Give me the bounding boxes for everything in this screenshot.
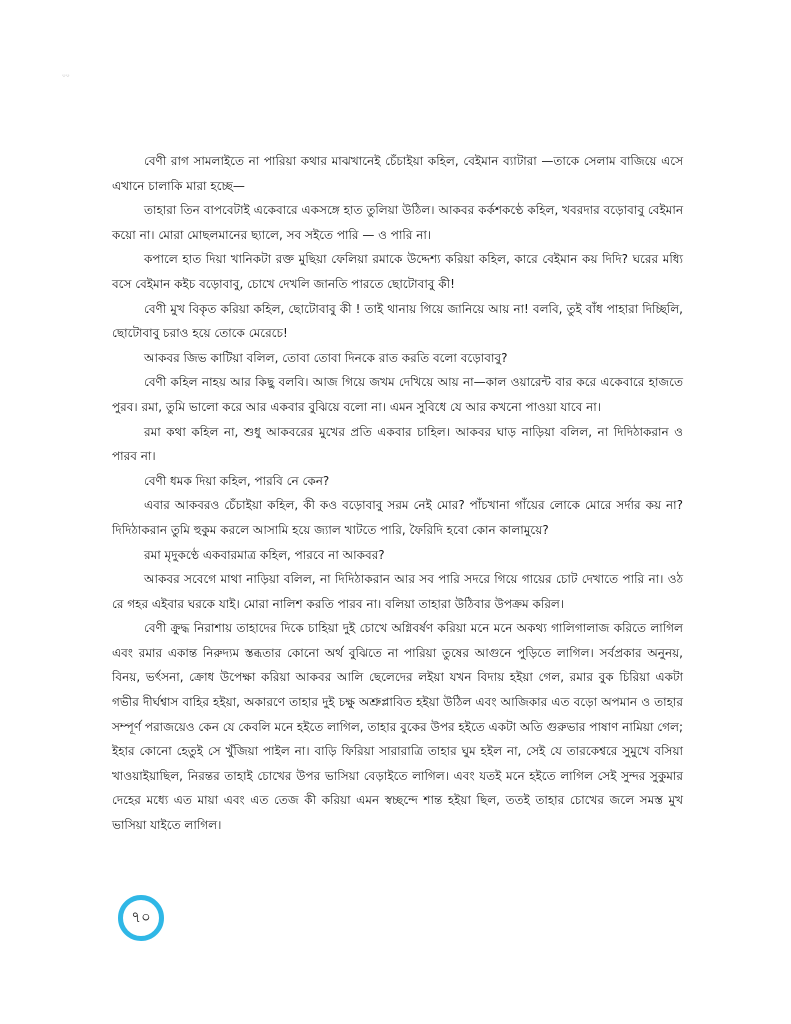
corner-mark: ০০ <box>62 72 70 79</box>
page-number-label: ৭০ <box>131 907 151 926</box>
paragraph: এবার আকবরও চেঁচাইয়া কহিল, কী কও বড়োবাবু সরম নেই মোর? পাঁচখানা গাঁয়ের লোকে মোরে সর্দার কয় না? দিদিঠাকরান তুমি হুকুম করলে আসামি হয়ে জ্যাল খাটতে পারি, ফৈরিদি হবো কোন কালামুয়ে? <box>112 498 683 537</box>
paragraph: বেণী ধমক দিয়া কহিল, পারবি নে কেন? <box>144 473 330 488</box>
paragraph: বেণী রাগ সামলাইতে না পারিয়া কথার মাঝখানেই চেঁচাইয়া কহিল, বেইমান ব্যাটারা —তাকে সেলাম বাজিয়ে এসে এখানে চালাকি মারা হচ্ছে— <box>112 154 683 193</box>
paragraph: আকবর জিভ কাটিয়া বলিল, তোবা তোবা দিনকে রাত করতি বলো বড়োবাবু? <box>144 350 508 365</box>
paragraph: বেণী মুখ বিকৃত করিয়া কহিল, ছোটোবাবু কী ! তাই থানায় গিয়ে জানিয়ে আয় না! বলবি, তুই বাঁধ পাহারা দিচ্ছিলি, ছোটোবাবু চরাও হয়ে তোকে মেরেচে! <box>112 301 683 341</box>
paragraph: বেণী ক্রুদ্ধ নিরাশায় তাহাদের দিকে চাহিয়া দুই চোখে অগ্নিবর্ষণ করিয়া মনে মনে অকথ্য গালিগালাজ করিতে লাগিল এবং রমার একান্ত নিরুদ্যম স্তব্ধতার কোনো অর্থ বুঝিতে না পারিয়া তুষের আগুনে পুড়িতে লাগিল। সর্বপ্রকার অনুনয়, বিনয়, ভর্ৎসনা, ক্রোধ উপেক্ষা করিয়া আকবর আলি ছেলেদের লইয়া যখন বিদায় হইয়া গেল, রমার বুক চিরিয়া একটা গভীর দীর্ঘশ্বাস বাহির হইয়া, অকারণে তাহার দুই চক্ষু অশ্রুপ্লাবিত হইয়া উঠিল এবং আজিকার এত বড়ো অপমান ও তাহার সম্পূর্ণ পরাজয়েও কেন যে কেবলি মনে হইতে লাগিল, তাহার বুকের উপর হইতে একটা অতি গুরুভার পাষাণ নামিয়া গেল; ইহার কোনো হেতুই সে খুঁজিয়া পাইল না। বাড়ি ফিরিয়া সারারাত্রি তাহার ঘুম হইল না, সেই যে তারকেশ্বরে সুমুখে বসিয়া খাওয়াইয়াছিল, নিরন্তর তাহাই চোখের উপর ভাসিয়া বেড়াইতে লাগিল। এবং যতই মনে হইতে লাগিল সেই সুন্দর সুকুমার দেহের মধ্যে এত মায়া এবং এত তেজ কী করিয়া এমন স্বচ্ছন্দে শান্ত হইয়া ছিল, ততই তাহার চোখের জলে সমস্ত মুখ ভাসিয়া যাইতে লাগিল। <box>112 621 683 833</box>
paragraph: রমা কথা কহিল না, শুধু আকবরের মুখের প্রতি একবার চাহিল। আকবর ঘাড় নাড়িয়া বলিল, না দিদিঠাকরান ও পারব না। <box>112 424 683 464</box>
paragraph: তাহারা তিন বাপবেটাই একেবারে একসঙ্গে হাত তুলিয়া উঠিল। আকবর কর্কশকণ্ঠে কহিল, খবরদার বড়োবাবু বেইমান কয়ো না। মোরা মোছলমানের ছ্যালে, সব সইতে পারি — ও পারি না। <box>112 203 683 242</box>
paragraph: বেণী কহিল নাহয় আর কিছু বলবি। আজ গিয়ে জখম দেখিয়ে আয় না—কাল ওয়ারেন্ট বার করে একেবারে হাজতে পুরব। রমা, তুমি ভালো করে আর একবার বুঝিয়ে বলো না। এমন সুবিধে যে আর কখনো পাওয়া যাবে না। <box>112 375 683 414</box>
paragraph: কপালে হাত দিয়া খানিকটা রক্ত মুছিয়া ফেলিয়া রমাকে উদ্দেশ্য করিয়া কহিল, কারে বেইমান কয় দিদি? ঘরের মধ্যি বসে বেইমান কইচ বড়োবাবু, চোখে দেখলি জানতি পারতে ছোটোবাবু কী! <box>112 252 683 291</box>
page-number <box>118 895 164 941</box>
paragraph: আকবর সবেগে মাথা নাড়িয়া বলিল, না দিদিঠাকরান আর সব পারি সদরে গিয়ে গায়ের চোট দেখাতে পারি না। ওঠ রে গহর এইবার ঘরকে যাই। মোরা নালিশ করতি পারব না। বলিয়া তাহারা উঠিবার উপক্রম করিল। <box>112 572 683 611</box>
paragraph: রমা মৃদুকণ্ঠে একবারমাত্র কহিল, পারবে না আকবর? <box>144 547 385 562</box>
page-body <box>112 149 683 838</box>
